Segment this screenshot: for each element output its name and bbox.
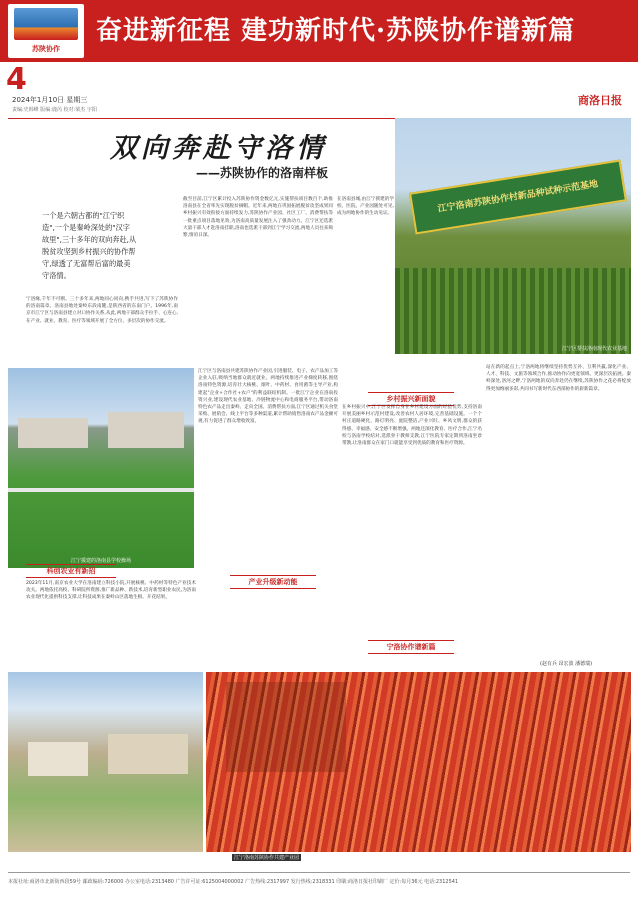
- track-line: [8, 488, 194, 492]
- article-text-col3-mid: 在乡村振兴中,江宁区发挥自身在乡村建设方面的经验优势,支持洛南开展美丽乡村示范村建设,改善农村人居环境,完善基础设施。一个个村庄道路硬化、路灯明亮、庭院整洁,产业兴旺、乡风文明,群众的获得感、幸福感、安全感不断增强。两地还深化教育、医疗合作,江宁名校与洛南学校结对,选派骨干教师支教,江宁医院专家定期到洛南坐诊带教,让洛南群众在家门口就能享受到优质的教育和医疗资源。: [342, 405, 482, 447]
- demo-base-sign: 江宁洛南苏陕协作村新品种试种示范基地: [409, 160, 627, 235]
- banner-title: 奋进新征程 建功新时代·苏陕协作谱新篇: [96, 16, 576, 46]
- village-house: [108, 734, 188, 774]
- photo-left-caption: 江宁援建的洛南县学校操场: [70, 558, 131, 564]
- section-heading-tech: 科创农业有新招: [26, 564, 116, 578]
- school-building: [108, 412, 184, 448]
- workers-group: [226, 682, 346, 772]
- village-house: [28, 742, 88, 776]
- field-crops: [395, 268, 631, 354]
- photo-top-caption: 江宁区帮扶洛南现代农业基地: [561, 346, 627, 352]
- page-footer: 本报社址:商洛市北新街西段59号 邮政编码:726000 办公室电话:2313480 广告许可证:6125004000002 广告热线:2317997 发行热线:2318331 印刷:商洛日报社印刷厂 定价:每月36元 电话:2312541: [8, 879, 459, 885]
- article-title: 双向奔赴守洛情: [110, 133, 327, 164]
- section-heading-industry: 产业升级新动能: [230, 575, 316, 589]
- article-text-col1-top: 宁洛缘,千年不可断。三十多年来,两地同心同向,携手共进,写下了苏陕协作的洛南篇章。洛南县地处秦岭东段南麓,是陕西省的东南门户。1996年,南京市江宁区与洛南县建立对口协作关系,从此,两地干部群众手拉手、心连心,在产业、就业、教育、医疗等领域开展了全方位、多层次的协作交流。: [26, 297, 178, 324]
- section-heading-ecology: 宁洛协作谱新篇: [368, 640, 454, 654]
- article-text-col4-mid: 站在新的起点上,宁洛两地将继续坚持优势互补、互利共赢,深化产业、人才、科技、文旅等领域合作,推动协作向更宽领域、更深层次拓展。秦岭深处,洛河之畔,宁洛两地的双向奔赴仍在继续,苏陕协作之花必将绽放得更加绚丽多彩,共同书写新时代东西部协作的崭新篇章。: [486, 365, 631, 392]
- photo-demo-base: [395, 118, 631, 354]
- banner-logo-image: [14, 8, 78, 40]
- page-number: 4: [6, 62, 27, 97]
- lead-quote: 一个是六朝古都的"江宁织造",一个是秦岭深处的"汉字故里",三十多年的双向奔赴,从脱贫攻坚到乡村振兴的协作帮守,绿透了无富帮后富的最美守洛情。: [42, 211, 137, 280]
- article-text-col2-top: 截至目前,江宁区累计投入苏陕协作资金数亿元,实施帮扶项目数百个,助推洛南县在全省率先实现脱贫摘帽。近年来,两地在巩固拓展脱贫攻坚成果同乡村振兴有效衔接方面持续发力,苏陕协作产业园、社区工厂、消费帮扶等一批重点项目落地见效,为洛南高质量发展注入了强劲动力。江宁区还选派大量干部人才赴洛南挂职,洛南也选派干部到江宁学习交流,两地人员往来频繁,情谊日深。: [183, 197, 333, 239]
- article-text-col3-top: 在洛南县城,由江宁援建的学校、医院、产业园随处可见,成为两地协作的生动见证。: [337, 197, 394, 217]
- banner-logo-label: 苏陕协作: [32, 45, 60, 53]
- article-text-col2-mid: 江宁区与洛南县共建苏陕协作产业园,引进服装、电子、农产品加工等企业入驻,吸纳当地群众就近就业。两地持续推进产业梯度转移,围绕洛南特色资源,培育壮大核桃、烟叶、中药材、食用菌等主导产业,构建起"企业+合作社+农户"的利益联结机制。一批江宁企业在洛南投资兴业,建设现代农业基地、冷链物流中心和电商服务平台,带动洛南特色农产品走出秦岭、走向全国。消费帮扶方面,江宁区通过机关食堂采购、展销会、线上平台等多种渠道,累计帮助销售洛南农产品金额可观,有力促进了群众增收致富。: [198, 369, 338, 425]
- article-byline: (赵有兵 昂宏波 潘德瑞): [540, 661, 593, 667]
- editor-credits: 责编:史韩峰 版编:鹿芮 校对:梁杰 宇阳: [12, 107, 97, 113]
- newspaper-name: 商洛日报: [578, 94, 622, 107]
- issue-date: 2024年1月10日 星期三: [12, 96, 88, 104]
- section-heading-village: 乡村振兴新面貌: [368, 392, 454, 406]
- photo-school-field: [8, 368, 194, 568]
- photo-bottom-caption: 江宁洛南苏陕协作共建产业园: [234, 855, 300, 861]
- photo-chili-drying: [206, 672, 631, 852]
- article-subtitle: ——苏陕协作的洛南样板: [196, 166, 329, 180]
- photo-village-view: [8, 672, 203, 852]
- article-text-col1-mid: 2023年11月,南京农业大学在洛南建立科技小院,开展核桃、中药材等特色产业技术攻关。两地依托高校、科研院所资源,推广新品种、新技术,培育新型职业农民,为洛南农业现代化提供科技支撑,让科技成果在秦岭山区落地生根、开花结果。: [26, 581, 196, 601]
- footer-divider: [8, 872, 630, 873]
- school-building: [18, 418, 88, 448]
